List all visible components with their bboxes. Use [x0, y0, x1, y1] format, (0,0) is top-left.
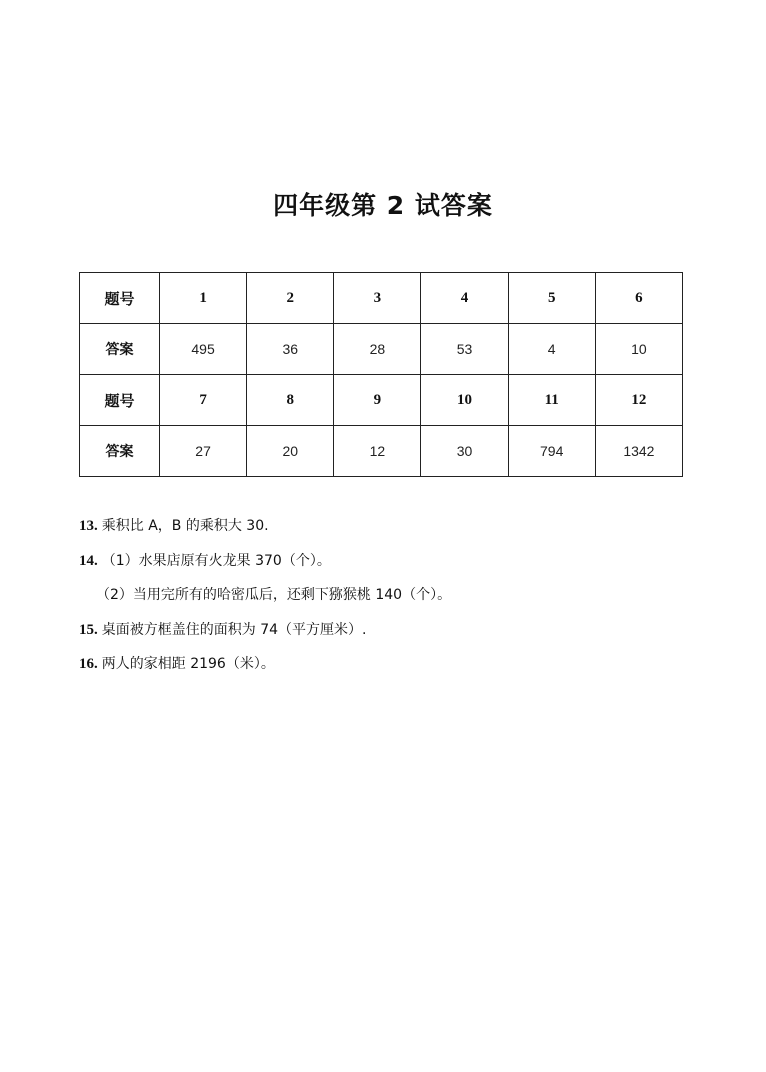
item-number: 16. — [79, 656, 98, 672]
question-number-cell: 6 — [595, 273, 682, 324]
item-text: （2）当用完所有的哈密瓜后，还剩下猕猴桃 140（个）。 — [96, 587, 452, 603]
answer-cell: 4 — [508, 324, 595, 375]
row-label: 题号 — [80, 273, 160, 324]
answer-item-14-1 — [79, 550, 699, 585]
row-label: 答案 — [80, 324, 160, 375]
item-number: 15. — [79, 621, 98, 638]
answer-cell: 30 — [421, 426, 508, 477]
answer-cell: 495 — [160, 324, 247, 375]
question-number-cell: 8 — [247, 375, 334, 426]
question-number-cell: 5 — [508, 273, 595, 324]
answer-cell: 794 — [508, 426, 595, 477]
answer-row — [80, 426, 683, 477]
question-number-row — [80, 375, 683, 426]
question-number-cell: 10 — [421, 375, 508, 426]
item-number: 14. — [79, 552, 98, 569]
question-number-cell: 1 — [160, 273, 247, 324]
answer-row — [80, 324, 683, 375]
answer-cell: 10 — [595, 324, 682, 375]
answer-cell: 53 — [421, 324, 508, 375]
answer-cell: 12 — [334, 426, 421, 477]
answer-table — [79, 272, 683, 477]
question-number-cell: 3 — [334, 273, 421, 324]
item-text: 乘积比 A，B 的乘积大 30. — [101, 518, 269, 534]
question-number-cell: 9 — [334, 375, 421, 426]
question-number-cell: 12 — [595, 375, 682, 426]
question-number-cell: 7 — [160, 375, 247, 426]
answer-cell: 36 — [247, 324, 334, 375]
answer-cell: 27 — [160, 426, 247, 477]
item-text: （1）水果店原有火龙果 370（个）。 — [101, 552, 331, 569]
answer-item-15 — [79, 619, 699, 654]
answer-cell: 20 — [247, 426, 334, 477]
answer-item-13 — [79, 515, 699, 550]
answer-cell: 28 — [334, 324, 421, 375]
item-text: 桌面被方框盖住的面积为 74（平方厘米）. — [101, 621, 367, 638]
answer-item-16 — [79, 653, 699, 688]
row-label: 答案 — [80, 426, 160, 477]
page-title: 四年级第 2 试答案 — [273, 191, 493, 220]
question-number-cell: 2 — [247, 273, 334, 324]
item-text: 两人的家相距 2196（米）。 — [101, 656, 275, 672]
question-number-cell: 4 — [421, 273, 508, 324]
answer-item-14-2 — [79, 584, 699, 619]
row-label: 题号 — [80, 375, 160, 426]
question-number-row — [80, 273, 683, 324]
answer-cell: 1342 — [595, 426, 682, 477]
item-number: 13. — [79, 518, 98, 534]
answer-list — [79, 515, 699, 688]
question-number-cell: 11 — [508, 375, 595, 426]
